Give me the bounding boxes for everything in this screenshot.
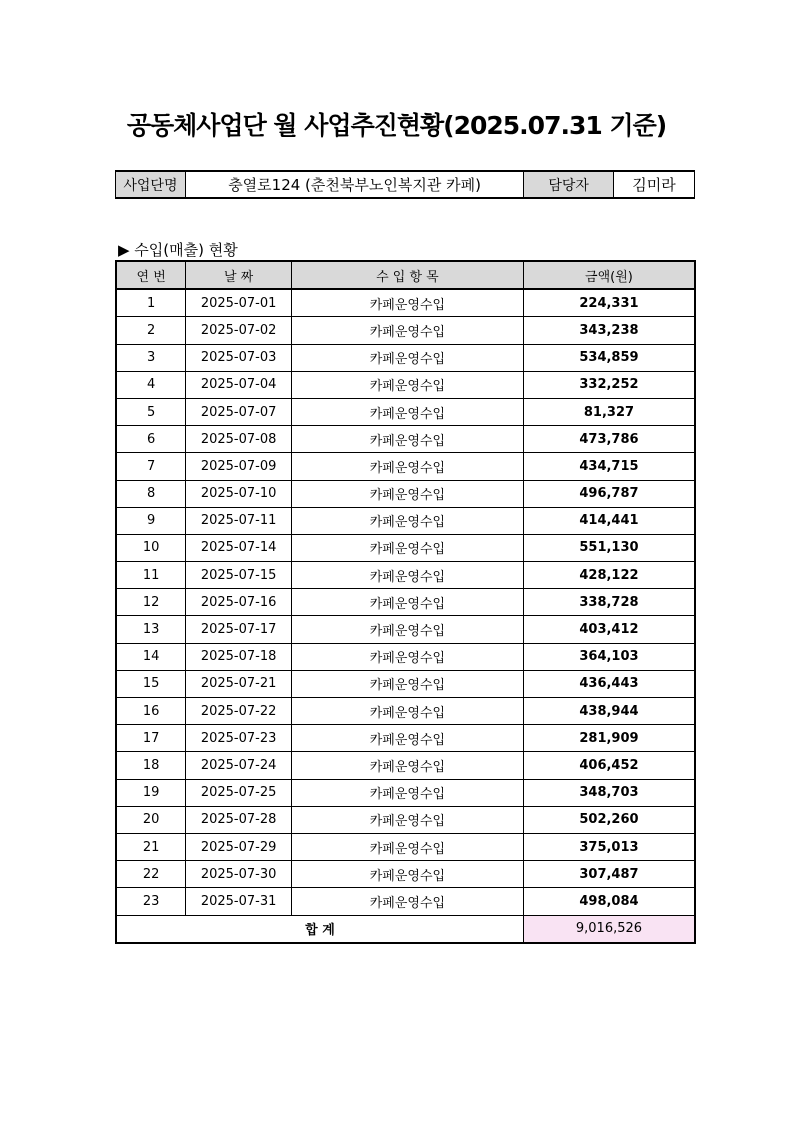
table-row [116,725,695,752]
row-item: 카페운영수입 [291,371,523,398]
row-item: 카페운영수입 [291,752,523,779]
row-item: 카페운영수입 [291,616,523,643]
row-item: 카페운영수입 [291,534,523,561]
row-item: 카페운영수입 [291,507,523,534]
section-title: ▶ 수입(매출) 현황 [118,241,238,259]
row-number: 10 [116,534,186,561]
row-item: 카페운영수입 [291,289,523,317]
row-date: 2025-07-23 [186,725,292,752]
table-row [116,698,695,725]
row-amount: 438,944 [523,698,695,725]
row-item: 카페운영수입 [291,670,523,697]
table-row [116,317,695,344]
table-row [116,589,695,616]
row-number: 8 [116,480,186,507]
row-amount: 281,909 [523,725,695,752]
table-row [116,480,695,507]
row-item: 카페운영수입 [291,453,523,480]
row-number: 17 [116,725,186,752]
row-number: 23 [116,888,186,915]
row-amount: 375,013 [523,833,695,860]
row-date: 2025-07-09 [186,453,292,480]
manager-name-value: 김미라 [614,171,695,198]
table-header-row [116,261,695,289]
row-number: 11 [116,562,186,589]
table-row [116,861,695,888]
row-date: 2025-07-17 [186,616,292,643]
row-date: 2025-07-25 [186,779,292,806]
row-date: 2025-07-24 [186,752,292,779]
table-row [116,453,695,480]
row-item: 카페운영수입 [291,833,523,860]
row-amount: 436,443 [523,670,695,697]
row-date: 2025-07-30 [186,861,292,888]
row-item: 카페운영수입 [291,888,523,915]
row-number: 9 [116,507,186,534]
row-amount: 81,327 [523,398,695,425]
row-item: 카페운영수입 [291,344,523,371]
row-amount: 498,084 [523,888,695,915]
row-number: 6 [116,426,186,453]
row-item: 카페운영수입 [291,562,523,589]
table-row [116,616,695,643]
row-number: 22 [116,861,186,888]
table-row [116,562,695,589]
row-number: 13 [116,616,186,643]
row-item: 카페운영수입 [291,317,523,344]
table-row [116,888,695,915]
row-amount: 428,122 [523,562,695,589]
row-date: 2025-07-11 [186,507,292,534]
team-info-table [115,170,695,199]
total-label: 합 계 [116,915,523,943]
row-amount: 473,786 [523,426,695,453]
total-row [116,915,695,943]
row-item: 카페운영수입 [291,861,523,888]
row-number: 21 [116,833,186,860]
row-amount: 307,487 [523,861,695,888]
row-amount: 364,103 [523,643,695,670]
row-number: 16 [116,698,186,725]
row-amount: 338,728 [523,589,695,616]
table-row [116,643,695,670]
row-amount: 343,238 [523,317,695,344]
row-date: 2025-07-28 [186,806,292,833]
row-number: 1 [116,289,186,317]
row-date: 2025-07-21 [186,670,292,697]
row-item: 카페운영수입 [291,725,523,752]
row-date: 2025-07-29 [186,833,292,860]
table-row [116,779,695,806]
table-row [116,371,695,398]
row-date: 2025-07-31 [186,888,292,915]
row-item: 카페운영수입 [291,643,523,670]
row-item: 카페운영수입 [291,806,523,833]
table-row [116,426,695,453]
row-date: 2025-07-15 [186,562,292,589]
row-date: 2025-07-10 [186,480,292,507]
table-row [116,806,695,833]
row-item: 카페운영수입 [291,779,523,806]
row-amount: 348,703 [523,779,695,806]
row-number: 19 [116,779,186,806]
row-date: 2025-07-03 [186,344,292,371]
row-number: 18 [116,752,186,779]
row-number: 2 [116,317,186,344]
team-name-label: 사업단명 [116,171,186,198]
row-number: 15 [116,670,186,697]
row-date: 2025-07-22 [186,698,292,725]
row-amount: 414,441 [523,507,695,534]
revenue-table [115,260,696,944]
table-row [116,398,695,425]
row-amount: 403,412 [523,616,695,643]
table-row [116,344,695,371]
table-row [116,507,695,534]
row-date: 2025-07-14 [186,534,292,561]
row-number: 7 [116,453,186,480]
row-date: 2025-07-18 [186,643,292,670]
row-number: 20 [116,806,186,833]
row-amount: 406,452 [523,752,695,779]
row-item: 카페운영수입 [291,698,523,725]
column-header-item: 수 입 항 목 [291,261,523,289]
table-row [116,752,695,779]
row-amount: 496,787 [523,480,695,507]
table-row [116,534,695,561]
row-item: 카페운영수입 [291,480,523,507]
row-amount: 502,260 [523,806,695,833]
column-header-date: 날 짜 [186,261,292,289]
team-name-value: 충열로124 (춘천북부노인복지관 카페) [185,171,523,198]
row-amount: 224,331 [523,289,695,317]
row-amount: 332,252 [523,371,695,398]
total-amount: 9,016,526 [523,915,695,943]
row-number: 12 [116,589,186,616]
row-item: 카페운영수입 [291,398,523,425]
table-row [116,833,695,860]
row-date: 2025-07-02 [186,317,292,344]
row-number: 3 [116,344,186,371]
row-amount: 434,715 [523,453,695,480]
column-header-no: 연 번 [116,261,186,289]
table-row [116,670,695,697]
row-amount: 551,130 [523,534,695,561]
row-date: 2025-07-08 [186,426,292,453]
row-date: 2025-07-16 [186,589,292,616]
row-amount: 534,859 [523,344,695,371]
row-item: 카페운영수입 [291,589,523,616]
row-date: 2025-07-04 [186,371,292,398]
row-date: 2025-07-01 [186,289,292,317]
row-number: 4 [116,371,186,398]
row-number: 5 [116,398,186,425]
row-item: 카페운영수입 [291,426,523,453]
row-number: 14 [116,643,186,670]
row-date: 2025-07-07 [186,398,292,425]
column-header-amount: 금액(원) [523,261,695,289]
page-title: 공동체사업단 월 사업추진현황(2025.07.31 기준) [126,111,667,140]
table-row [116,289,695,317]
manager-label: 담당자 [524,171,614,198]
